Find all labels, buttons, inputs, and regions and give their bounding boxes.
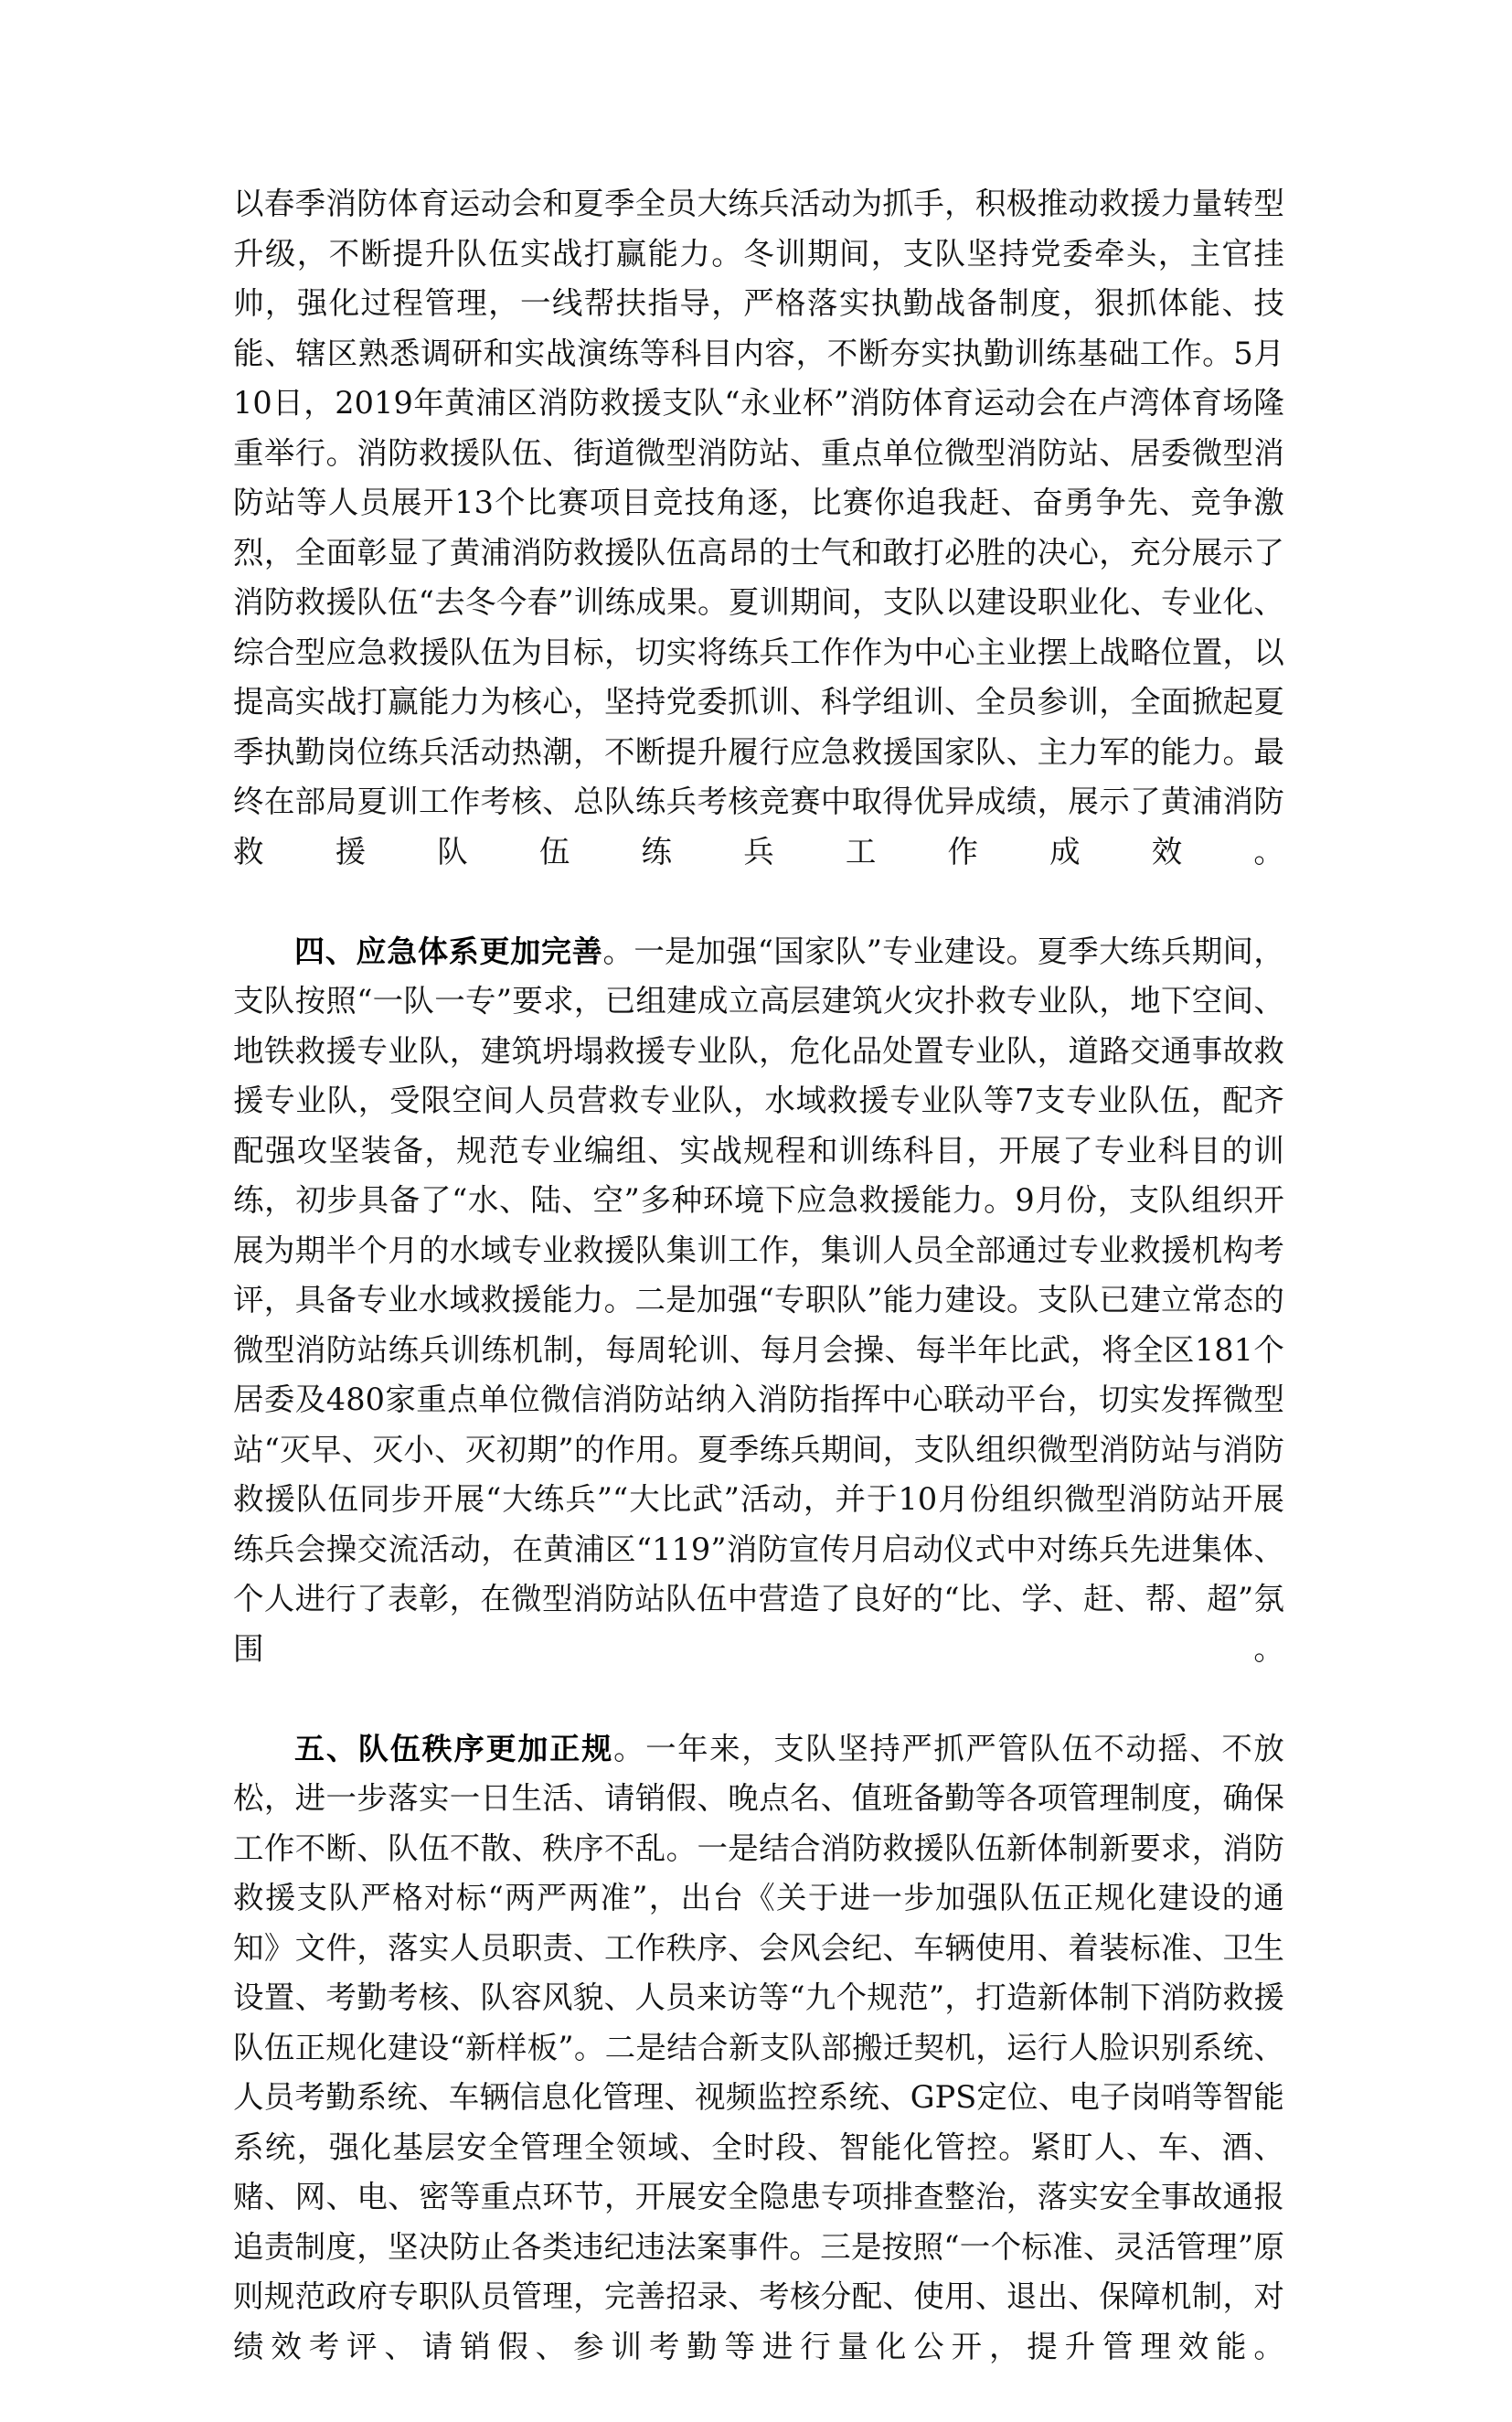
paragraph-1 — [233, 179, 1284, 927]
paragraph-1-text: 以春季消防体育运动会和夏季全员大练兵活动为抓手，积极推动救援力量转型升级，不断提升队伍实战打赢能力。冬训期间，支队坚持党委牵头，主官挂帅，强化过程管理，一线帮扶指导，严格落实执勤战备制度，狠抓体能、技能、辖区熟悉调研和实战演练等科目内容，不断夯实执勤训练基础工作。5月10日，2019年黄浦区消防救援支队“永业杯”消防体育运动会在卢湾体育场隆重举行。消防救援队伍、街道微型消防站、重点单位微型消防站、居委微型消防站等人员展开13个比赛项目竞技角逐，比赛你追我赶、奋勇争先、竞争激烈，全面彰显了黄浦消防救援队伍高昂的士气和敢打必胜的决心，充分展示了消防救援队伍“去冬今春”训练成果。夏训期间，支队以建设职业化、专业化、综合型应急救援队伍为目标，切实将练兵工作作为中心主业摆上战略位置，以提高实战打赢能力为核心，坚持党委抓训、科学组训、全员参训，全面掀起夏季执勤岗位练兵活动热潮，不断提升履行应急救援国家队、主力军的能力。最终在部局夏训工作考核、总队练兵考核竞赛中取得优异成绩，展示了黄浦消防救援队伍练兵工作成效。 — [233, 186, 1284, 870]
paragraph-2 — [233, 927, 1284, 1724]
section-heading-5: 五、队伍秩序更加正规 — [294, 1730, 614, 1766]
section-heading-4: 四、应急体系更加完善 — [294, 933, 603, 969]
paragraph-2-text: 。一是加强“国家队”专业建设。夏季大练兵期间，支队按照“一队一专”要求，已组建成立高层建筑火灾扑救专业队，地下空间、地铁救援专业队，建筑坍塌救援专业队，危化品处置专业队，道路交通事故救援专业队，受限空间人员营救专业队，水域救援专业队等7支专业队伍，配齐配强攻坚装备，规范专业编组、实战规程和训练科目，开展了专业科目的训练，初步具备了“水、陆、空”多种环境下应急救援能力。9月份，支队组织开展为期半个月的水域专业救援队集训工作，集训人员全部通过专业救援机构考评，具备专业水域救援能力。二是加强“专职队”能力建设。支队已建立常态的微型消防站练兵训练机制，每周轮训、每月会操、每半年比武，将全区181个居委及480家重点单位微信消防站纳入消防指挥中心联动平台，切实发挥微型站“灭早、灭小、灭初期”的作用。夏季练兵期间，支队组织微型消防站与消防救援队伍同步开展“大练兵”“大比武”活动，并于10月份组织微型消防站开展练兵会操交流活动，在黄浦区“119”消防宣传月启动仪式中对练兵先进集体、个人进行了表彰，在微型消防站队伍中营造了良好的“比、学、赶、帮、超”氛围。 — [233, 933, 1284, 1667]
paragraph-3-text: 。一年来，支队坚持严抓严管队伍不动摇、不放松，进一步落实一日生活、请销假、晚点名、值班备勤等各项管理制度，确保工作不断、队伍不散、秩序不乱。一是结合消防救援队伍新体制新要求，消防救援支队严格对标“两严两准”，出台《关于进一步加强队伍正规化建设的通知》文件，落实人员职责、工作秩序、会风会纪、车辆使用、着装标准、卫生设置、考勤考核、队容风貌、人员来访等“九个规范”，打造新体制下消防救援队伍正规化建设“新样板”。二是结合新支队部搬迁契机，运行人脸识别系统、人员考勤系统、车辆信息化管理、视频监控系统、GPS定位、电子岗哨等智能系统，强化基层安全管理全领域、全时段、智能化管控。紧盯人、车、酒、赌、网、电、密等重点环节，开展安全隐患专项排查整治，落实安全事故通报追责制度，坚决防止各类违纪违法案事件。三是按照“一个标准、灵活管理”原则规范政府专职队员管理，完善招录、考核分配、使用、退出、保障机制，对绩效考评、请销假、参训考勤等进行量化公开，提升管理效能。 — [233, 1730, 1284, 2364]
document-body — [233, 179, 1284, 2422]
paragraph-3 — [233, 1724, 1284, 2422]
